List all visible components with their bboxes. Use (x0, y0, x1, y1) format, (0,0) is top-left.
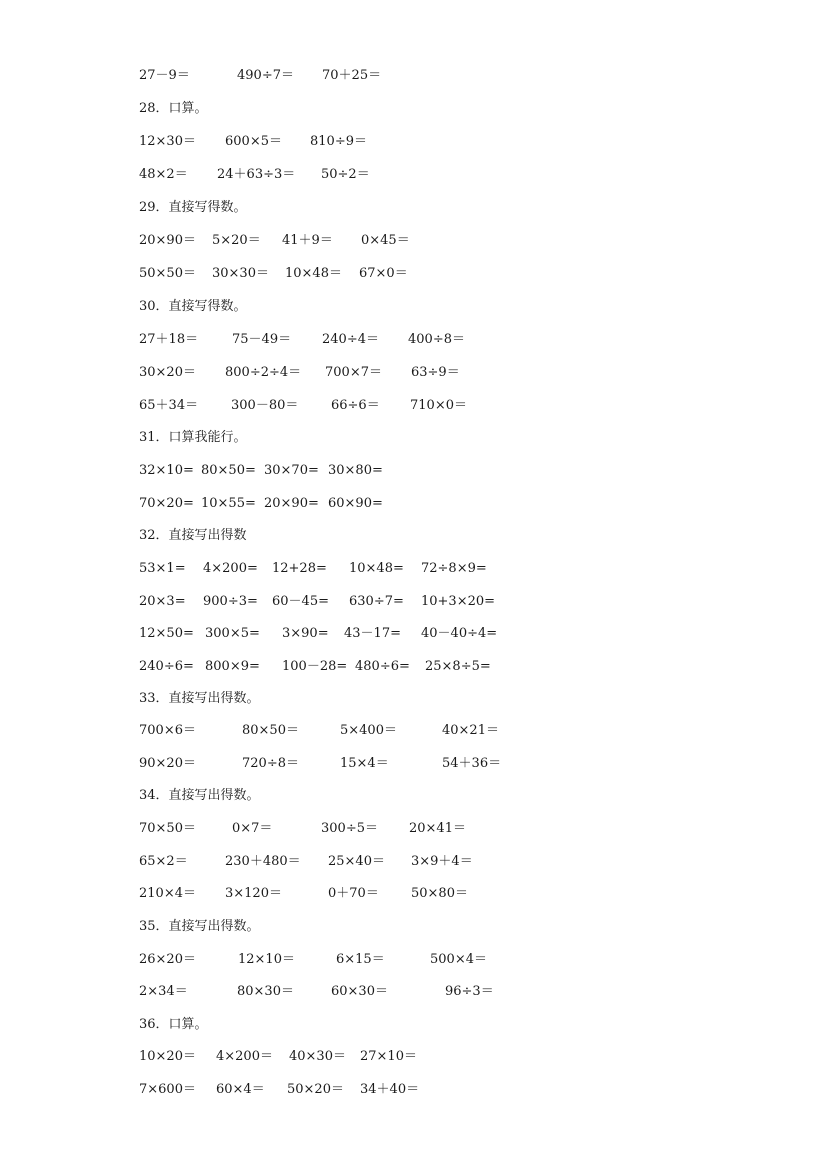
math-problem: 75－49＝ (232, 332, 292, 347)
math-problem: 300÷5＝ (321, 821, 378, 836)
math-problem: 60×4＝ (216, 1082, 265, 1097)
question-heading: 31．口算我能行。 (139, 430, 247, 445)
math-problem: 0×45＝ (361, 233, 410, 248)
math-problem: 4×200＝ (216, 1049, 273, 1064)
math-problem: 24＋63÷3＝ (217, 167, 296, 182)
math-problem: 34＋40＝ (360, 1082, 420, 1097)
math-problem: 20×3= (139, 594, 186, 609)
question-heading: 29．直接写得数。 (139, 200, 247, 215)
math-problem: 4×200= (203, 561, 258, 576)
question-heading: 32．直接写出得数 (139, 528, 247, 543)
math-problem: 0×7＝ (232, 821, 273, 836)
math-problem: 30×80= (328, 463, 383, 478)
math-problem: 30×30＝ (212, 266, 269, 281)
math-problem: 72÷8×9= (421, 561, 487, 576)
math-problem: 20×90＝ (139, 233, 196, 248)
math-problem: 25×8÷5= (425, 659, 491, 674)
math-problem: 300×5= (205, 626, 260, 641)
math-problem: 500×4＝ (430, 952, 487, 967)
math-problem: 12×10＝ (238, 952, 295, 967)
question-heading: 30．直接写得数。 (139, 299, 247, 314)
math-problem: 6×15＝ (336, 952, 385, 967)
math-problem: 66÷6＝ (331, 398, 380, 413)
math-problem: 43－17= (344, 626, 401, 641)
math-problem: 70＋25＝ (322, 68, 382, 83)
math-problem: 67×0＝ (359, 266, 408, 281)
math-problem: 27＋18＝ (139, 332, 199, 347)
math-problem: 80×30＝ (237, 984, 294, 999)
question-heading: 28．口算。 (139, 101, 208, 116)
math-problem: 3×90= (282, 626, 329, 641)
math-problem: 12+28= (272, 561, 327, 576)
math-problem: 80×50= (201, 463, 256, 478)
math-problem: 5×400＝ (340, 723, 397, 738)
math-problem: 3×120＝ (225, 886, 282, 901)
math-problem: 40－40÷4= (421, 626, 498, 641)
math-problem: 48×2＝ (139, 167, 188, 182)
question-heading: 35．直接写出得数。 (139, 919, 260, 934)
math-problem: 630÷7= (349, 594, 404, 609)
math-problem: 12×30＝ (139, 134, 196, 149)
math-problem: 65＋34＝ (139, 398, 199, 413)
math-problem: 400÷8＝ (408, 332, 465, 347)
math-problem: 2×34＝ (139, 984, 188, 999)
math-problem: 720÷8＝ (242, 756, 299, 771)
math-problem: 50×80＝ (411, 886, 468, 901)
math-problem: 53×1= (139, 561, 186, 576)
math-problem: 90×20＝ (139, 756, 196, 771)
math-problem: 60×90= (328, 496, 383, 511)
question-heading: 34．直接写出得数。 (139, 788, 260, 803)
math-problem: 210×4＝ (139, 886, 196, 901)
question-heading: 36．口算。 (139, 1017, 208, 1032)
math-problem: 240÷6= (139, 659, 194, 674)
math-problem: 25×40＝ (328, 854, 385, 869)
math-problem: 480÷6= (355, 659, 410, 674)
math-problem: 0＋70＝ (328, 886, 379, 901)
math-problem: 12×50= (139, 626, 194, 641)
math-problem: 10×55= (201, 496, 256, 511)
math-problem: 26×20＝ (139, 952, 196, 967)
math-problem: 10+3×20= (421, 594, 496, 609)
math-problem: 100－28= (282, 659, 348, 674)
math-problem: 230＋480＝ (225, 854, 301, 869)
math-problem: 27×10＝ (360, 1049, 417, 1064)
math-problem: 700×7＝ (325, 365, 382, 380)
math-problem: 800÷2÷4＝ (225, 365, 302, 380)
math-problem: 40×21＝ (442, 723, 499, 738)
math-problem: 40×30＝ (289, 1049, 346, 1064)
math-problem: 50÷2＝ (321, 167, 370, 182)
math-problem: 50×20＝ (287, 1082, 344, 1097)
math-problem: 20×41＝ (409, 821, 466, 836)
math-problem: 70×20= (139, 496, 194, 511)
math-problem: 600×5＝ (225, 134, 282, 149)
math-problem: 54＋36＝ (442, 756, 502, 771)
math-problem: 27－9＝ (139, 68, 190, 83)
math-problem: 10×48= (349, 561, 404, 576)
math-problem: 63÷9＝ (411, 365, 460, 380)
math-problem: 810÷9＝ (310, 134, 367, 149)
math-problem: 240÷4＝ (322, 332, 379, 347)
math-problem: 32×10= (139, 463, 194, 478)
math-problem: 700×6＝ (139, 723, 196, 738)
math-problem: 80×50＝ (242, 723, 299, 738)
math-problem: 60－45= (272, 594, 329, 609)
math-problem: 10×48＝ (285, 266, 342, 281)
math-problem: 65×2＝ (139, 854, 188, 869)
math-problem: 30×20＝ (139, 365, 196, 380)
math-problem: 70×50＝ (139, 821, 196, 836)
math-problem: 800×9= (205, 659, 260, 674)
math-problem: 50×50＝ (139, 266, 196, 281)
math-problem: 41＋9＝ (282, 233, 333, 248)
math-problem: 5×20＝ (212, 233, 261, 248)
math-problem: 710×0＝ (410, 398, 467, 413)
math-problem: 60×30＝ (331, 984, 388, 999)
math-problem: 10×20＝ (139, 1049, 196, 1064)
math-problem: 900÷3= (203, 594, 258, 609)
math-problem: 30×70= (264, 463, 319, 478)
math-problem: 96÷3＝ (445, 984, 494, 999)
math-problem: 3×9＋4＝ (411, 854, 473, 869)
math-problem: 7×600＝ (139, 1082, 196, 1097)
math-problem: 20×90= (264, 496, 319, 511)
math-problem: 15×4＝ (340, 756, 389, 771)
math-problem: 490÷7＝ (237, 68, 294, 83)
math-problem: 300－80＝ (231, 398, 299, 413)
question-heading: 33．直接写出得数。 (139, 691, 260, 706)
